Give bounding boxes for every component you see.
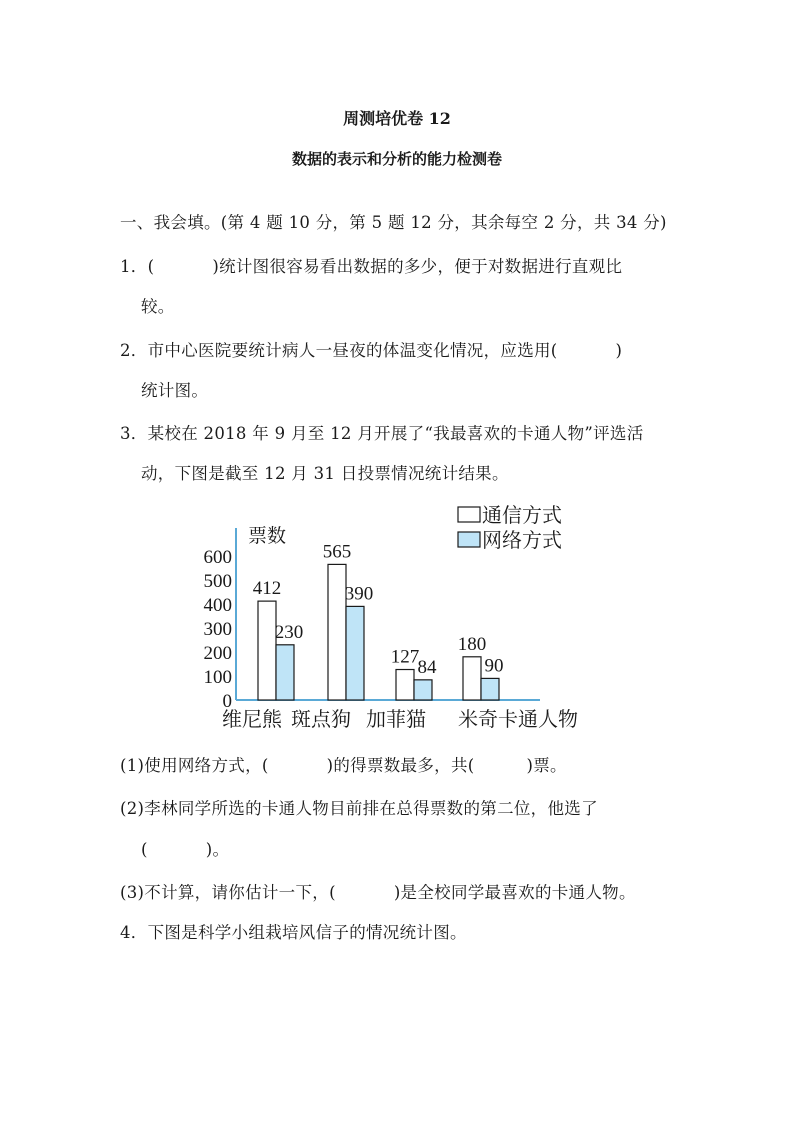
bar-online	[346, 606, 364, 700]
bar-mail	[396, 670, 414, 700]
x-category-label: 维尼熊	[222, 709, 282, 731]
sub-question-3	[120, 879, 636, 903]
bar-mail	[463, 657, 481, 700]
bar-value-label: 180	[457, 633, 487, 655]
q2-text-continued: 统计图。	[141, 381, 209, 400]
legend-label: 通信方式	[482, 505, 562, 527]
q1-prefix: 1．(	[120, 257, 155, 276]
bar-value-label: 127	[390, 646, 420, 668]
bar-value-label: 90	[484, 655, 504, 677]
x-category-label: 斑点狗	[291, 709, 351, 731]
bar-value-label: 84	[417, 656, 437, 678]
section-heading: 一、我会填。(第 4 题 10 分，第 5 题 12 分，其余每空 2 分，共 34 分)	[120, 213, 667, 232]
x-category-label: 米奇卡通人物	[458, 709, 578, 731]
sub-question-2-line-2	[141, 836, 229, 860]
s2-paren-close: )。	[205, 840, 230, 859]
sub-question-1	[120, 752, 567, 776]
question-4: 4．下图是科学小组栽培风信子的情况统计图。	[120, 923, 467, 942]
x-category-label: 加菲猫	[366, 709, 426, 731]
q2-paren-close: )	[615, 341, 623, 360]
y-tick-label: 600	[203, 547, 232, 568]
s1-text-b: )的得票数最多，共(	[326, 756, 475, 775]
y-tick-label: 0	[222, 691, 232, 712]
page-subtitle: 数据的表示和分析的能力检测卷	[291, 150, 502, 168]
q2-text: 2．市中心医院要统计病人一昼夜的体温变化情况，应选用(	[120, 341, 558, 360]
y-axis-title: 票数	[248, 526, 287, 547]
q1-text-continued: 较。	[141, 297, 175, 316]
bar-online	[276, 645, 294, 700]
s1-text-c: )票。	[526, 756, 567, 775]
s3-text-b: )是全校同学最喜欢的卡通人物。	[393, 883, 636, 902]
s3-text-a: (3)不计算，请你估计一下，(	[120, 883, 336, 902]
legend-label: 网络方式	[482, 530, 562, 552]
bar-mail	[328, 564, 346, 700]
question-1-line-1	[120, 253, 622, 277]
y-tick-label: 300	[203, 619, 232, 640]
legend-swatch	[458, 532, 480, 547]
sub-question-2-line-1: (2)李林同学所选的卡通人物目前排在总得票数的第二位，他选了	[120, 799, 598, 818]
bar-online	[414, 680, 432, 700]
vote-bar-chart	[190, 500, 610, 740]
bar-value-label: 390	[344, 583, 374, 605]
question-3-line-2: 动，下图是截至 12 月 31 日投票情况统计结果。	[141, 464, 509, 483]
question-2-line-1	[120, 337, 622, 361]
question-3-line-1: 3．某校在 2018 年 9 月至 12 月开展了“我最喜欢的卡通人物”评选活	[120, 424, 644, 443]
legend-swatch	[458, 507, 480, 522]
y-tick-label: 200	[203, 643, 232, 664]
y-tick-label: 100	[203, 667, 232, 688]
bar-value-label: 565	[322, 541, 352, 563]
s2-paren-open: (	[141, 840, 148, 859]
bar-value-label: 412	[252, 578, 282, 600]
bar-mail	[258, 601, 276, 700]
y-tick-label: 500	[203, 571, 232, 592]
bar-value-label: 230	[274, 621, 304, 643]
bar-online	[481, 678, 499, 700]
s1-text-a: (1)使用网络方式，(	[120, 756, 269, 775]
page-title: 周测培优卷 12	[343, 109, 451, 128]
q1-text: )统计图很容易看出数据的多少，便于对数据进行直观比	[212, 257, 623, 276]
y-tick-label: 400	[203, 595, 232, 616]
